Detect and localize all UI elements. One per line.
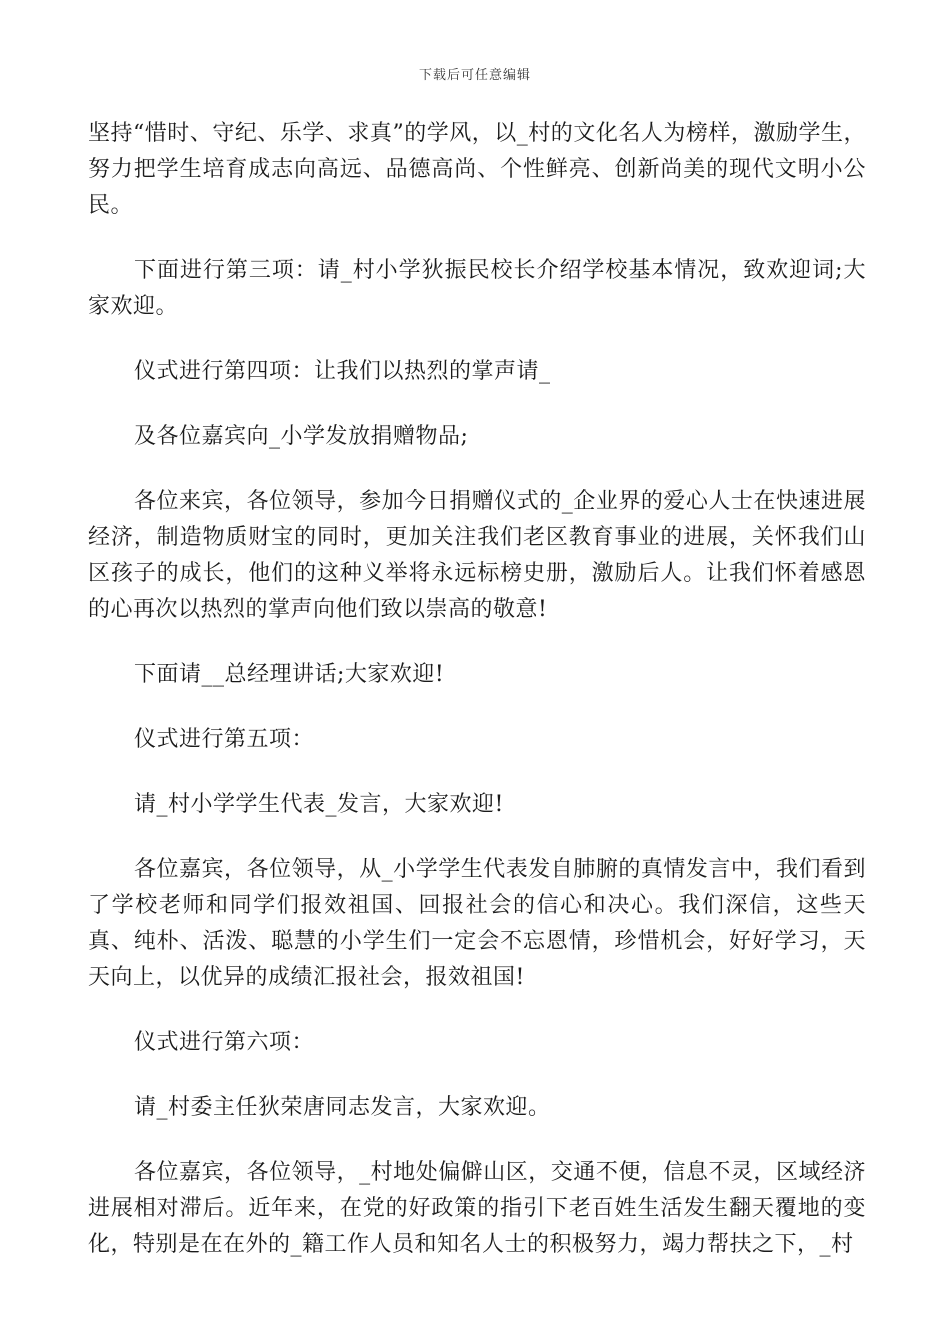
paragraph-9: 各位嘉宾，各位领导，从_小学学生代表发自肺腑的真情发言中，我们看到了学校老师和同学们报效祖国、回报社会的信心和决心。我们深信，这些天真、纯朴、活泼、聪慧的小学生们一定会不忘恩情，珍惜机会，好好学习，天天向上，以优异的成绩汇报社会，报效祖国! — [88, 857, 866, 990]
paragraph-2: 下面进行第三项：请_村小学狄振民校长介绍学校基本情况，致欢迎词;大家欢迎。 — [88, 258, 866, 319]
paragraph-1: 坚持“惜时、守纪、乐学、求真”的学风，以_村的文化名人为榜样，激励学生，努力把学生培育成志向高远、品德高尚、个性鲜亮、创新尚美的现代文明小公民。 — [88, 121, 866, 218]
paragraph-7: 仪式进行第五项： — [134, 727, 315, 752]
document-body — [88, 116, 866, 1292]
paragraph-5: 各位来宾，各位领导，参加今日捐赠仪式的_企业界的爱心人士在快速进展经济，制造物质财宝的同时，更加关注我们老区教育事业的进展，关怀我们山区孩子的成长，他们的这种义举将永远标榜史册，激励后人。让我们怀着感恩的心再次以热烈的掌声向他们致以崇高的敬意! — [88, 489, 866, 622]
paragraph-12: 各位嘉宾，各位领导，_村地处偏僻山区，交通不便，信息不灵，区域经济进展相对滞后。近年来，在党的好政策的指引下老百姓生活发生翻天覆地的变化，特别是在在外的_籍工作人员和知名人士的积极努力，竭力帮扶之下，_村 — [88, 1160, 866, 1257]
paragraph-10: 仪式进行第六项： — [134, 1030, 315, 1055]
paragraph-8: 请_村小学学生代表_发言，大家欢迎! — [134, 792, 504, 817]
paragraph-3: 仪式进行第四项：让我们以热烈的掌声请_ — [134, 359, 551, 384]
paragraph-4: 及各位嘉宾向_小学发放捐赠物品; — [134, 424, 469, 449]
paragraph-11: 请_村委主任狄荣唐同志发言，大家欢迎。 — [134, 1095, 551, 1120]
paragraph-6: 下面请__总经理讲话;大家欢迎! — [134, 662, 445, 687]
header-note: 下载后可任意编辑 — [418, 68, 531, 83]
